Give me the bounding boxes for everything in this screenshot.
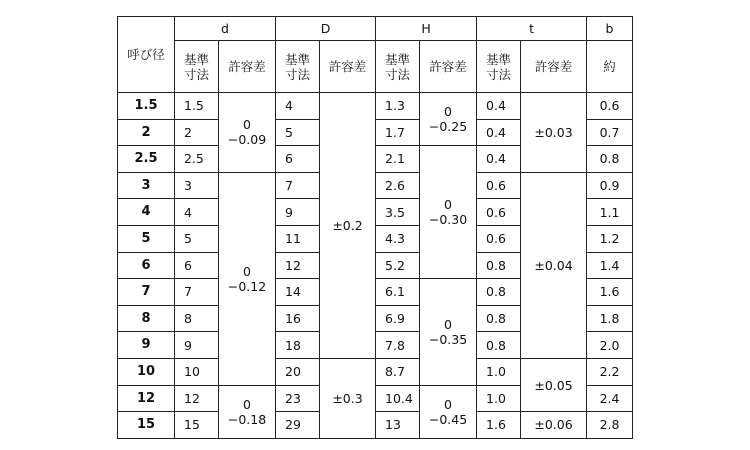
D-value: 20 [276, 358, 320, 385]
tolerance-lower: −0.12 [227, 278, 267, 294]
D-value: 14 [276, 279, 320, 306]
tolerance-lower: −0.18 [227, 411, 267, 427]
t-value: 1.6 [477, 412, 521, 439]
size-cell: 15 [118, 412, 175, 439]
tolerance-lower: −0.30 [428, 212, 468, 228]
H-value: 6.9 [376, 305, 420, 332]
H-tolerance-1 [420, 146, 477, 279]
tolerance-lower: −0.35 [428, 331, 468, 347]
d-tolerance-1 [219, 172, 276, 385]
H-value: 3.5 [376, 199, 420, 226]
size-cell: 10 [118, 358, 175, 385]
b-value: 1.2 [587, 225, 633, 252]
group-header-t: t [477, 17, 587, 41]
d-tolerance-0 [219, 93, 276, 173]
t-value: 0.4 [477, 119, 521, 146]
d-value: 2.5 [175, 146, 219, 173]
D-value: 4 [276, 93, 320, 120]
d-tolerance-range [228, 264, 266, 294]
size-cell: 9 [118, 332, 175, 359]
size-cell: 12 [118, 385, 175, 412]
t-tolerance-0: ±0.03 [521, 93, 587, 173]
t-value: 0.8 [477, 252, 521, 279]
d-tolerance-header: 許容差 [219, 41, 276, 93]
b-value: 2.4 [587, 385, 633, 412]
H-tolerance-3 [420, 385, 477, 438]
t-value: 0.4 [477, 146, 521, 173]
table-row [118, 358, 633, 385]
t-value: 0.8 [477, 332, 521, 359]
d-value: 15 [175, 412, 219, 439]
dimension-table [117, 16, 633, 439]
size-cell: 6 [118, 252, 175, 279]
b-value: 2.0 [587, 332, 633, 359]
D-value: 9 [276, 199, 320, 226]
H-value: 1.7 [376, 119, 420, 146]
H-tolerance-2 [420, 279, 477, 385]
d-value: 7 [175, 279, 219, 306]
D-value: 29 [276, 412, 320, 439]
d-value: 1.5 [175, 93, 219, 120]
D-value: 16 [276, 305, 320, 332]
d-tolerance-2 [219, 385, 276, 438]
t-value: 0.8 [477, 305, 521, 332]
tolerance-upper: 0 [243, 263, 251, 279]
t-value: 0.8 [477, 279, 521, 306]
d-value: 9 [175, 332, 219, 359]
size-cell: 4 [118, 199, 175, 226]
tolerance-upper: 0 [444, 197, 452, 213]
d-basic-header: 基準 寸法 [175, 41, 219, 93]
group-header-H: H [376, 17, 477, 41]
d-value: 3 [175, 172, 219, 199]
tolerance-lower: −0.25 [428, 119, 468, 135]
d-tolerance-range [228, 397, 266, 427]
size-cell: 1.5 [118, 93, 175, 120]
b-approx-header: 約 [587, 41, 633, 93]
D-basic-header: 基準 寸法 [276, 41, 320, 93]
tolerance-upper: 0 [444, 316, 452, 332]
H-value: 2.6 [376, 172, 420, 199]
H-value: 7.8 [376, 332, 420, 359]
d-value: 2 [175, 119, 219, 146]
t-basic-header: 基準 寸法 [477, 41, 521, 93]
tolerance-lower: −0.09 [227, 132, 267, 148]
t-tolerance-1: ±0.04 [521, 172, 587, 358]
size-cell: 2.5 [118, 146, 175, 173]
d-value: 4 [175, 199, 219, 226]
b-value: 1.8 [587, 305, 633, 332]
t-tolerance-2: ±0.05 [521, 358, 587, 411]
H-tolerance-range [429, 104, 467, 134]
D-value: 7 [276, 172, 320, 199]
t-value: 1.0 [477, 358, 521, 385]
b-value: 0.8 [587, 146, 633, 173]
d-value: 5 [175, 225, 219, 252]
t-tolerance-header: 許容差 [521, 41, 587, 93]
D-tolerance-header: 許容差 [320, 41, 376, 93]
H-value: 1.3 [376, 93, 420, 120]
H-value: 13 [376, 412, 420, 439]
D-value: 11 [276, 225, 320, 252]
group-header-d: d [175, 17, 276, 41]
H-value: 8.7 [376, 358, 420, 385]
D-value: 5 [276, 119, 320, 146]
size-cell: 5 [118, 225, 175, 252]
size-header: 呼び径 [118, 17, 175, 93]
H-tolerance-0 [420, 93, 477, 146]
b-value: 0.6 [587, 93, 633, 120]
d-value: 6 [175, 252, 219, 279]
b-value: 1.4 [587, 252, 633, 279]
t-value: 0.6 [477, 199, 521, 226]
H-basic-header: 基準 寸法 [376, 41, 420, 93]
b-value: 0.7 [587, 119, 633, 146]
t-value: 0.4 [477, 93, 521, 120]
t-value: 0.6 [477, 172, 521, 199]
H-tolerance-range [429, 397, 467, 427]
b-value: 1.1 [587, 199, 633, 226]
H-tolerance-header: 許容差 [420, 41, 477, 93]
t-value: 1.0 [477, 385, 521, 412]
d-value: 12 [175, 385, 219, 412]
D-tolerance-1: ±0.3 [320, 358, 376, 438]
t-tolerance-3: ±0.06 [521, 412, 587, 439]
d-tolerance-range [228, 117, 266, 147]
table-row [118, 412, 633, 439]
H-tolerance-range [429, 197, 467, 227]
D-value: 23 [276, 385, 320, 412]
tolerance-lower: −0.45 [428, 411, 468, 427]
tolerance-upper: 0 [243, 117, 251, 133]
d-value: 8 [175, 305, 219, 332]
D-tolerance-0: ±0.2 [320, 93, 376, 359]
H-value: 5.2 [376, 252, 420, 279]
b-value: 1.6 [587, 279, 633, 306]
b-value: 0.9 [587, 172, 633, 199]
H-value: 2.1 [376, 146, 420, 173]
H-value: 10.4 [376, 385, 420, 412]
d-value: 10 [175, 358, 219, 385]
size-cell: 3 [118, 172, 175, 199]
D-value: 18 [276, 332, 320, 359]
size-cell: 8 [118, 305, 175, 332]
size-cell: 7 [118, 279, 175, 306]
table-row [118, 172, 633, 199]
group-header-D: D [276, 17, 376, 41]
tolerance-upper: 0 [243, 396, 251, 412]
H-value: 6.1 [376, 279, 420, 306]
t-value: 0.6 [477, 225, 521, 252]
H-tolerance-range [429, 317, 467, 347]
table-row [118, 93, 633, 120]
tolerance-upper: 0 [444, 104, 452, 120]
D-value: 6 [276, 146, 320, 173]
tolerance-upper: 0 [444, 396, 452, 412]
size-cell: 2 [118, 119, 175, 146]
b-value: 2.8 [587, 412, 633, 439]
D-value: 12 [276, 252, 320, 279]
group-header-b: b [587, 17, 633, 41]
b-value: 2.2 [587, 358, 633, 385]
H-value: 4.3 [376, 225, 420, 252]
